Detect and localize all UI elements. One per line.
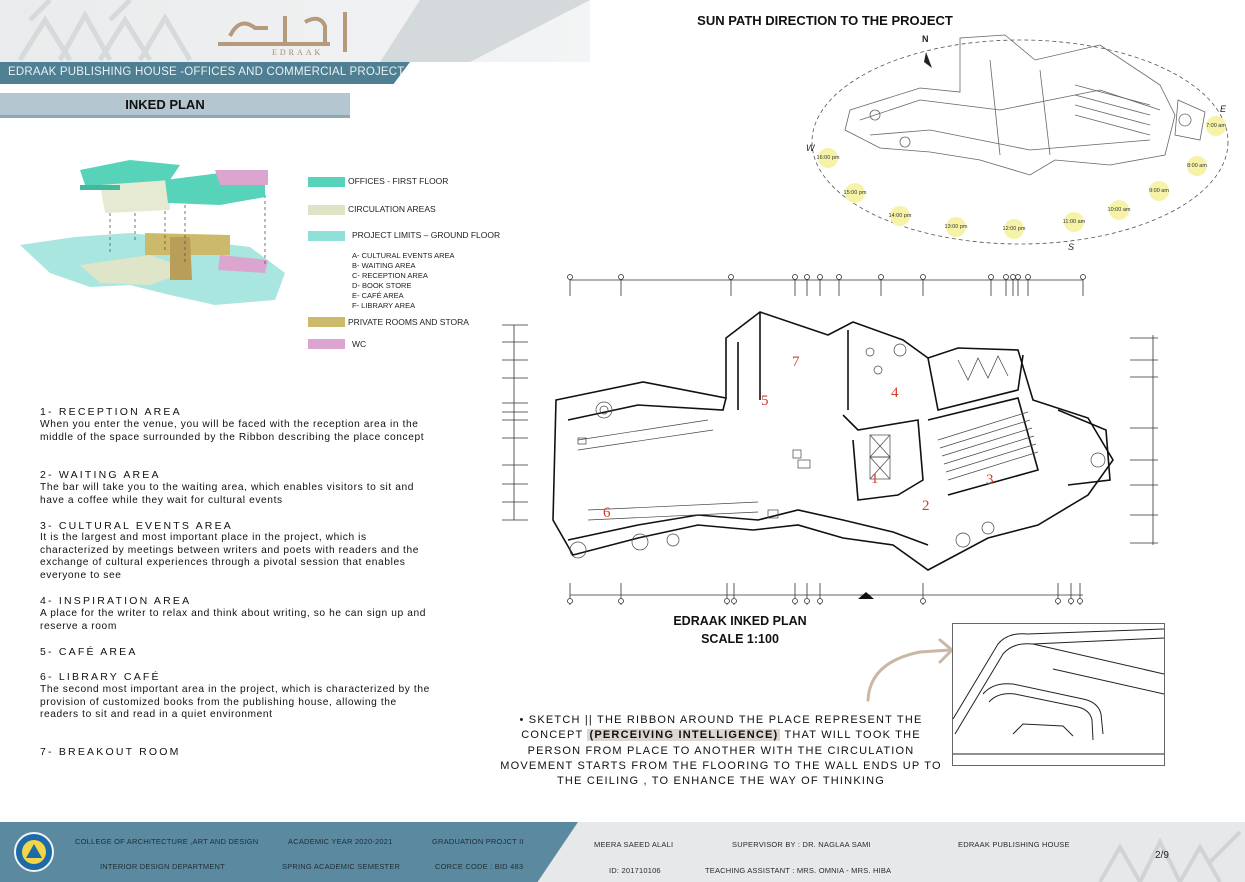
legend-subitem: E- CAFÉ AREA [352, 291, 404, 300]
sun-path-title: SUN PATH DIRECTION TO THE PROJECT [697, 13, 953, 28]
footer-left-band [0, 822, 578, 882]
zone-number: 5 [761, 393, 769, 409]
legend-sublist [352, 251, 455, 311]
area-description: A place for the writer to relax and think about writing, so he can sign up and reserve a room [40, 608, 427, 632]
footer-house: EDRAAK PUBLISHING HOUSE [958, 840, 1070, 849]
legend-swatch-private [308, 317, 345, 327]
sun-marker: 16:00 pm [817, 147, 839, 174]
south-label: S [1068, 242, 1075, 252]
area-description: The bar will take you to the waiting area, which enables visitors to sit and have a coffee while they wait for cultural events [40, 482, 415, 506]
university-logo [14, 832, 54, 872]
footer-department: INTERIOR DESIGN DEPARTMENT [100, 862, 225, 871]
legend-subitem: B- WAITING AREA [352, 261, 416, 270]
sun-marker: 15:00 pm [844, 182, 866, 209]
section-title: INKED PLAN [125, 97, 205, 112]
legend-swatch-ground [308, 231, 345, 241]
north-label: N [922, 34, 929, 44]
area-heading: 1- RECEPTION AREA [40, 406, 182, 418]
sketch-description [498, 713, 944, 789]
legend-label-ground: PROJECT LIMITS – GROUND FLOOR [352, 230, 501, 240]
sun-marker: 9:00 am [1148, 180, 1170, 207]
footer-assistant: TEACHING ASSISTANT : MRS. OMNIA - MRS. HIBA [705, 866, 892, 875]
bullet: • [519, 714, 525, 726]
sketch-drawing [952, 623, 1165, 766]
area-description: When you enter the venue, you will be faced with the reception area in the middle of the space surrounded by the Ribbon describing the place concept [40, 419, 425, 443]
footer-id: ID: 201710106 [609, 866, 661, 875]
legend-label-private: PRIVATE ROOMS AND STORA [348, 317, 469, 327]
legend-swatch-wc [308, 339, 345, 349]
legend-label-wc: WC [352, 339, 367, 349]
footer-semester: SPRING ACADEMIC SEMESTER [282, 862, 401, 871]
footer-project: GRADUATION PROJCT II [432, 837, 524, 846]
sun-marker: 10:00 am [1108, 199, 1130, 226]
sun-marker: 8:00 am [1186, 155, 1208, 182]
legend-subitem: C- RECEPTION AREA [352, 271, 428, 280]
sun-marker: 13:00 pm [945, 216, 967, 243]
page-number: 2/9 [1155, 850, 1169, 861]
legend-label-offices: OFFICES - FIRST FLOOR [348, 176, 449, 186]
area-description: It is the largest and most important place in the project, which is characterized by meetings between writers and poets with readers and the exchange of cultural experiences through a pivotal session that enables everyone to see [40, 532, 420, 581]
footer-college: COLLEGE OF ARCHITECTURE ,ART AND DESIGN [75, 837, 259, 846]
area-description: The second most important area in the project, which is characterized by the provision of customized books from the publishing house, allowing the readers to sit and read in a quiet environment [40, 684, 430, 721]
section-marker-icon [858, 592, 874, 599]
area-heading: 3- CULTURAL EVENTS AREA [40, 520, 233, 532]
area-heading: 5- CAFÉ AREA [40, 646, 138, 658]
sun-marker: 7:00 am [1205, 115, 1227, 142]
area-heading: 6- LIBRARY CAFÉ [40, 671, 161, 683]
area-heading: 2- WAITING AREA [40, 469, 161, 481]
legend-swatch-offices [308, 177, 345, 187]
zone-number: 7 [792, 354, 800, 370]
legend-subitem: A- CULTURAL EVENTS AREA [352, 251, 455, 260]
sun-marker: 14:00 pm [889, 205, 911, 232]
footer-student: MEERA SAEED ALALI [594, 840, 674, 849]
svg-text:EDRAAK: EDRAAK [272, 48, 324, 56]
project-title: EDRAAK PUBLISHING HOUSE -OFFICES AND COMMERCIAL PROJECT [8, 66, 405, 78]
sketch-highlight: (PERCEIVING INTELLIGENCE) [589, 729, 779, 742]
sketch-text-after: THAT WILL TOOK THE PERSON FROM PLACE TO ANOTHER WITH THE CIRCULATION MOVEMENT STARTS FROM THE FLOORING TO THE WALL ENDS UP TO THE CEILING , TO ENHANCE THE WAY OF THINKING [500, 729, 942, 788]
area-heading: 7- BREAKOUT ROOM [40, 746, 181, 758]
footer-course: CORCE CODE : BID 483 [435, 862, 524, 871]
zone-number: 1 [871, 471, 879, 487]
legend-swatch-circulation [308, 205, 345, 215]
footer-supervisor: SUPERVISOR BY : DR. NAGLAA SAMI [732, 840, 871, 849]
edraak-logo [210, 6, 370, 56]
crest-icon [16, 834, 52, 870]
legend-label-circulation: CIRCULATION AREAS [348, 204, 436, 214]
inked-floor-plan [498, 270, 1163, 610]
north-arrow-icon [924, 52, 932, 68]
sketch-text-before: SKETCH || THE RIBBON AROUND THE PLACE REPRESENT THE CONCEPT [521, 714, 923, 742]
sun-marker: 12:00 pm [1003, 218, 1025, 245]
plan-scale: SCALE 1:100 [701, 632, 779, 646]
east-label: E [1220, 104, 1227, 114]
zone-number: 3 [986, 472, 994, 488]
legend-subitem: D- BOOK STORE [352, 281, 412, 290]
zone-number: 2 [922, 498, 930, 514]
zone-number: 6 [603, 505, 611, 521]
area-heading: 4- INSPIRATION AREA [40, 595, 192, 607]
plan-caption: EDRAAK INKED PLAN [673, 614, 807, 628]
zoning-3d-diagram [20, 155, 300, 315]
sun-marker: 11:00 am [1063, 211, 1085, 238]
zone-number: 4 [891, 385, 899, 401]
legend-subitem: F- LIBRARY AREA [352, 301, 416, 310]
footer-year: ACADEMIC YEAR 2020-2021 [288, 837, 393, 846]
west-label: W [806, 143, 815, 153]
curved-arrow-icon [860, 632, 960, 704]
